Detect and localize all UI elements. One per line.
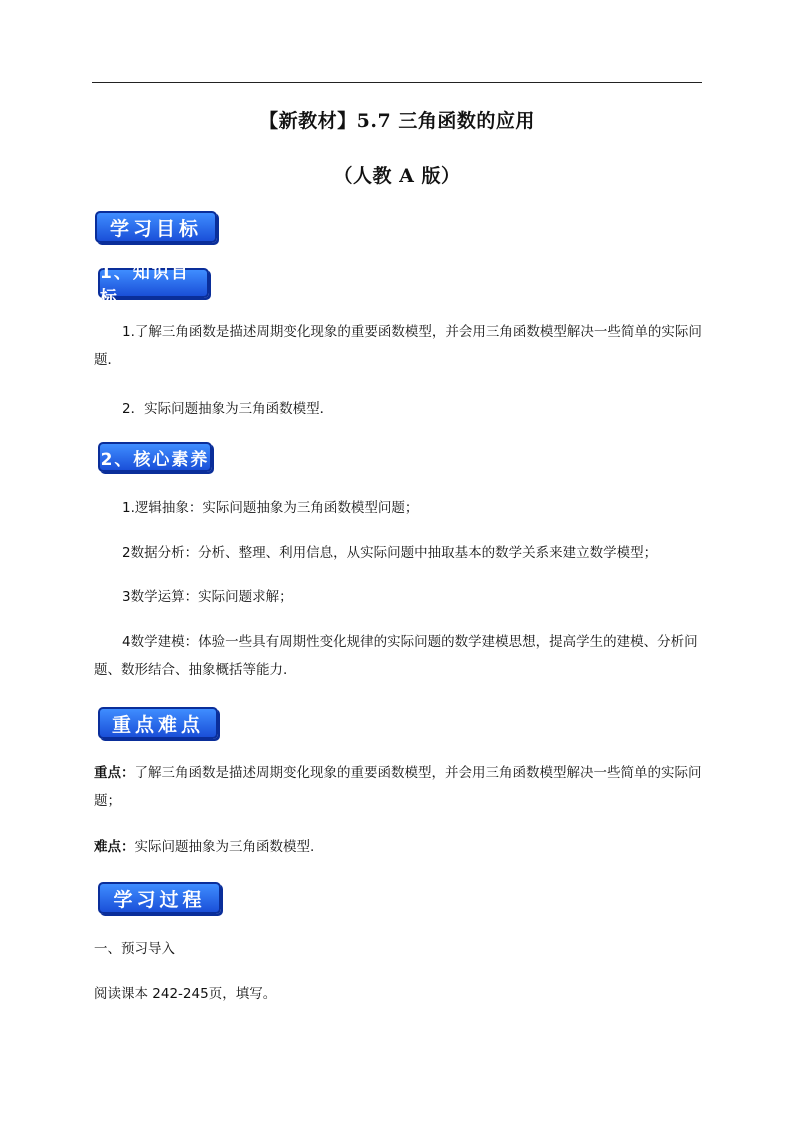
literacy-item-3: 3数学运算：实际问题求解；: [122, 589, 293, 605]
difficult-point-text: 实际问题抽象为三角函数模型.: [134, 839, 315, 855]
document-subtitle: （人教 A 版）: [333, 165, 461, 187]
section-badge-process: 学习过程: [98, 882, 221, 914]
section-badge-goals: 学习目标: [95, 211, 217, 243]
difficult-point-label: 难点：: [94, 839, 135, 855]
knowledge-item-2: 2．实际问题抽象为三角函数模型．: [122, 401, 334, 417]
knowledge-item-1: 1.了解三角函数是描述周期变化现象的重要函数模型，并会用三角函数模型解决一些简单的实际问题．: [94, 324, 702, 368]
key-point-paragraph: [94, 759, 704, 815]
document-title: 【新教材】5.7 三角函数的应用: [259, 110, 535, 132]
section-badge-literacy: 2、核心素养: [98, 442, 212, 472]
section-badge-knowledge: 1、知识目标: [98, 268, 209, 298]
literacy-item-1: 1.逻辑抽象：实际问题抽象为三角函数模型问题；: [122, 500, 419, 516]
literacy-item-2: 2数据分析：分析、整理、利用信息，从实际问题中抽取基本的数学关系来建立数学模型；: [122, 545, 658, 561]
literacy-item-4: 4数学建模：体验一些具有周期性变化规律的实际问题的数学建模思想，提高学生的建模、分析问题、数形结合、抽象概括等能力.: [94, 634, 698, 678]
section-badge-keypoints: 重点难点: [98, 707, 218, 739]
preview-text: 阅读课本 242-245页，填写。: [94, 986, 277, 1002]
header-rule: [92, 82, 702, 83]
difficult-point-paragraph: [94, 833, 704, 861]
key-point-label: 重点：: [94, 765, 135, 781]
key-point-text: 了解三角函数是描述周期变化现象的重要函数模型，并会用三角函数模型解决一些简单的实际问题；: [94, 765, 702, 809]
preview-heading: 一、预习导入: [94, 941, 175, 957]
